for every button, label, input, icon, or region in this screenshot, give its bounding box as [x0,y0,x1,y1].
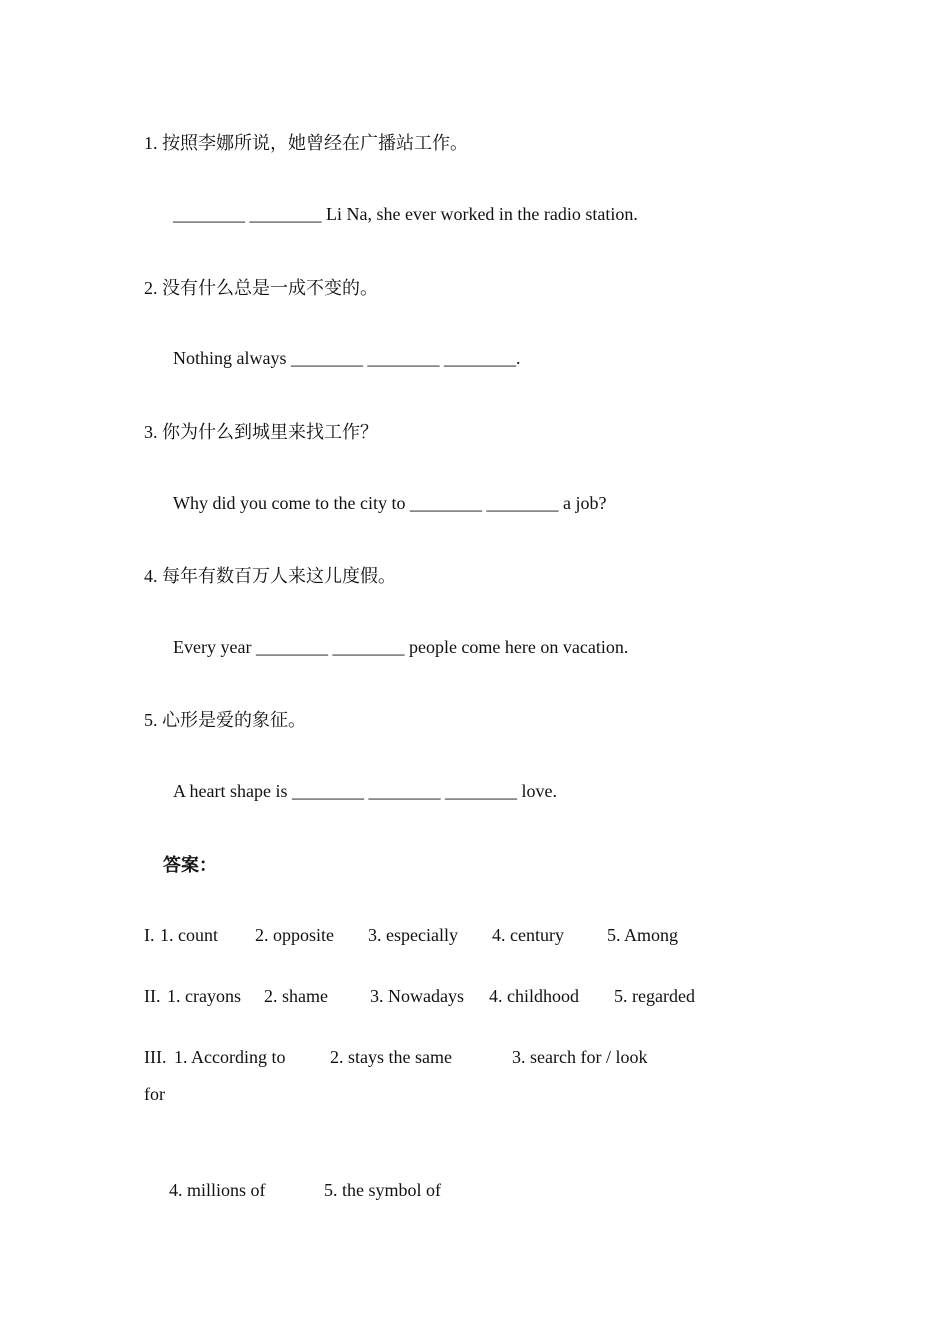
answers-part2-item-3: 3. Nowadays [370,986,464,1006]
answers-part3-item-3: 3. search for / look [512,1047,648,1067]
question-4-prompt: 4. 每年有数百万人来这儿度假。 [144,566,396,586]
question-1-prompt: 1. 按照李娜所说，她曾经在广播站工作。 [144,133,468,153]
answers-part3-item-5: 5. the symbol of [324,1180,441,1200]
answers-part1-item-4: 4. century [492,925,564,945]
answers-part3-item-3-continued: for [144,1084,165,1104]
answers-part1-label: I. [144,925,155,945]
answers-part2-label: II. [144,986,161,1006]
answers-part3-item-4: 4. millions of [169,1180,266,1200]
question-5-prompt: 5. 心形是爱的象征。 [144,710,306,730]
answers-part3-item-1: 1. According to [174,1047,286,1067]
answers-part2-item-1: 1. crayons [167,986,241,1006]
question-4-sentence: Every year ________ ________ people come here on vacation. [173,637,629,657]
answers-part1-item-5: 5. Among [607,925,679,945]
answers-part3-item-2: 2. stays the same [330,1047,452,1067]
question-5-sentence: A heart shape is ________ ________ ________ love. [173,781,557,801]
question-1-sentence: ________ ________ Li Na, she ever worked in the radio station. [173,204,638,224]
answers-part1-item-2: 2. opposite [255,925,334,945]
question-2-prompt: 2. 没有什么总是一成不变的。 [144,278,378,298]
answers-part1-item-3: 3. especially [368,925,458,945]
question-2-sentence: Nothing always ________ ________ ________. [173,348,521,368]
answers-heading: 答案： [163,855,217,875]
question-3-sentence: Why did you come to the city to ________ ________ a job? [173,493,607,513]
answers-part3-label: III. [144,1047,167,1067]
answers-part2-item-2: 2. shame [264,986,328,1006]
question-3-prompt: 3. 你为什么到城里来找工作？ [144,422,378,442]
answers-part2-item-5: 5. regarded [614,986,695,1006]
answers-part1-item-1: 1. count [160,925,218,945]
answers-part2-item-4: 4. childhood [489,986,579,1006]
